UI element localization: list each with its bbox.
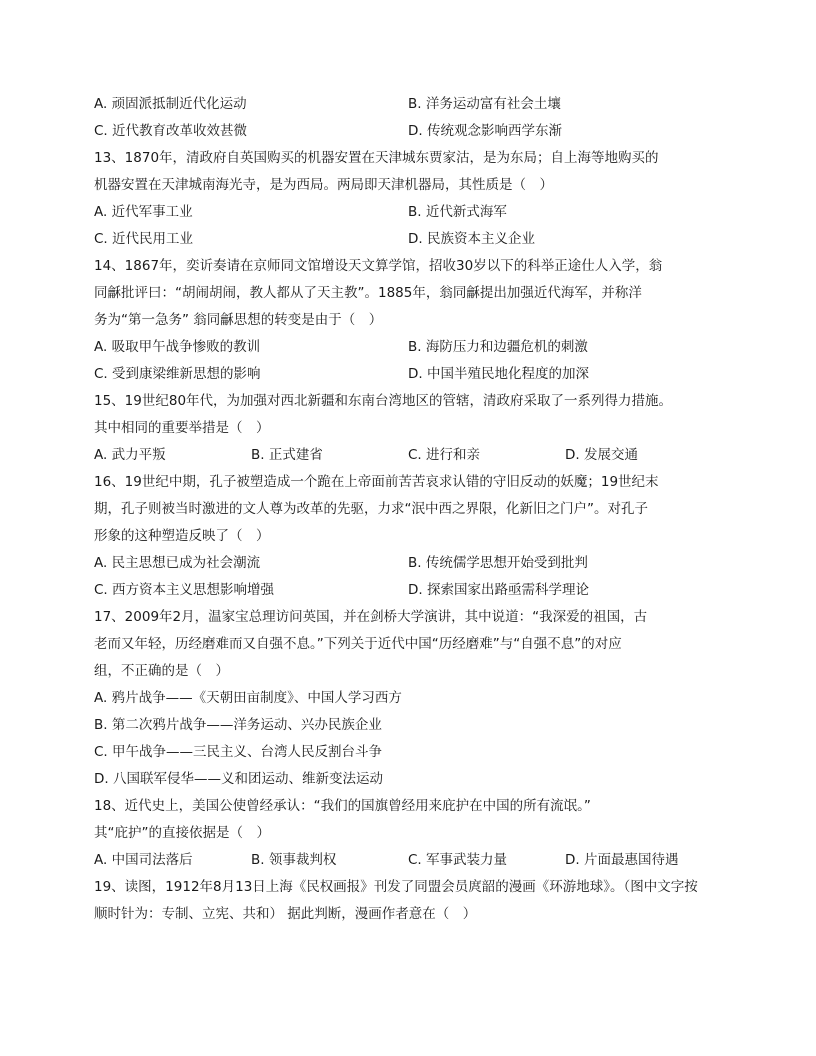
q14-stem-line-2: 同龢批评曰：“胡闹胡闹，教人都从了天主教”。1885年，翁同龢提出加强近代海军，并称洋 — [94, 285, 642, 301]
q13-options-row-2 — [94, 226, 734, 253]
q17-option-c: C. 甲午战争——三民主义、台湾人民反割台斗争 — [94, 744, 383, 760]
q16-stem-line-1: 16、19世纪中期，孔子被塑造成一个跪在上帝面前苦苦哀求认错的守旧反动的妖魔；19世纪末 — [94, 474, 659, 490]
q19-stem-line-1: 19、读图，1912年8月13日上海《民权画报》刊发了同盟会员庹韶的漫画《环游地球》。（图中文字按 — [94, 879, 698, 895]
q15-stem-line-1: 15、19世纪80年代，为加强对西北新疆和东南台湾地区的管辖，清政府采取了一系列得力措施。 — [94, 393, 673, 409]
q17-option-d: D. 八国联军侵华——义和团运动、维新变法运动 — [94, 771, 383, 787]
q15-option-d: D. 发展交通 — [565, 447, 638, 463]
q16-option-b: B. 传统儒学思想开始受到批判 — [408, 555, 588, 571]
q17-stem-line-3: 组，不正确的是（ ） — [94, 663, 229, 679]
q16-options-row-1 — [94, 550, 734, 577]
q15-option-c: C. 进行和亲 — [408, 447, 481, 463]
q17-stem-line-1: 17、2009年2月，温家宝总理访问英国，并在剑桥大学演讲，其中说道：“我深爱的祖国，古 — [94, 609, 648, 625]
q15-option-a: A. 武力平叛 — [94, 447, 166, 463]
q15-option-b: B. 正式建省 — [251, 447, 323, 463]
q14-option-a: A. 吸取甲午战争惨败的教训 — [94, 339, 261, 355]
q13-option-d: D. 民族资本主义企业 — [408, 231, 535, 247]
q13-option-a: A. 近代军事工业 — [94, 204, 193, 220]
q12-option-d: D. 传统观念影响西学东渐 — [408, 123, 562, 139]
q14-stem-line-1: 14、1867年，奕䜣奏请在京师同文馆增设天文算学馆，招收30岁以下的科举正途仕人入学，翁 — [94, 258, 663, 274]
q16-stem-line-2: 期，孔子则被当时激进的文人尊为改革的先驱，力求“泯中西之界限，化新旧之门户”。对孔子 — [94, 501, 648, 517]
q16-option-a: A. 民主思想已成为社会潮流 — [94, 555, 261, 571]
q16-stem-line-3: 形象的这种塑造反映了（ ） — [94, 528, 270, 544]
q13-option-b: B. 近代新式海军 — [408, 204, 507, 220]
q16-option-d: D. 探索国家出路亟需科学理论 — [408, 582, 589, 598]
q13-stem-line-2: 机器安置在天津城南海光寺，是为西局。两局即天津机器局，其性质是（ ） — [94, 177, 553, 193]
q12-option-c: C. 近代教育改革收效甚微 — [94, 123, 248, 139]
q14-option-d: D. 中国半殖民地化程度的加深 — [408, 366, 589, 382]
q18-option-a: A. 中国司法落后 — [94, 852, 193, 868]
q18-option-b: B. 领事裁判权 — [251, 852, 337, 868]
q18-option-d: D. 片面最惠国待遇 — [565, 852, 679, 868]
q16-option-c: C. 西方资本主义思想影响增强 — [94, 582, 275, 598]
q12-options-row-1 — [94, 91, 734, 118]
q13-option-c: C. 近代民用工业 — [94, 231, 194, 247]
q12-option-b: B. 洋务运动富有社会土壤 — [408, 96, 561, 112]
q13-options-row-1 — [94, 199, 734, 226]
q19-stem-line-2: 顺时针为：专制、立宪、共和） 据此判断，漫画作者意在（ ） — [94, 906, 477, 922]
q13-stem-line-1: 13、1870年，清政府自英国购买的机器安置在天津城东贾家沽，是为东局；自上海等地购买的 — [94, 150, 659, 166]
exam-page — [94, 91, 734, 928]
q17-stem-line-2: 老而又年轻，历经磨难而又自强不息。”下列关于近代中国“历经磨难”与“自强不息”的对应 — [94, 636, 622, 652]
q16-options-row-2 — [94, 577, 734, 604]
q18-stem-line-1: 18、近代史上，美国公使曾经承认：“我们的国旗曾经用来庇护在中国的所有流氓。” — [94, 798, 591, 814]
q15-stem-line-2: 其中相同的重要举措是（ ） — [94, 420, 270, 436]
q18-option-c: C. 军事武装力量 — [408, 852, 508, 868]
q12-options-row-2 — [94, 118, 734, 145]
q18-stem-line-2: 其“庇护”的直接依据是（ ） — [94, 825, 270, 841]
q14-options-row-1 — [94, 334, 734, 361]
q18-options-row — [94, 847, 734, 874]
q17-option-b: B. 第二次鸦片战争——洋务运动、兴办民族企业 — [94, 717, 382, 733]
q14-option-b: B. 海防压力和边疆危机的刺激 — [408, 339, 588, 355]
q15-options-row — [94, 442, 734, 469]
q12-option-a: A. 顽固派抵制近代化运动 — [94, 96, 247, 112]
q14-stem-line-3: 务为“第一急务” 翁同龢思想的转变是由于（ ） — [94, 312, 383, 328]
q14-option-c: C. 受到康梁维新思想的影响 — [94, 366, 261, 382]
q17-option-a: A. 鸦片战争——《天朝田亩制度》、中国人学习西方 — [94, 690, 402, 706]
q14-options-row-2 — [94, 361, 734, 388]
